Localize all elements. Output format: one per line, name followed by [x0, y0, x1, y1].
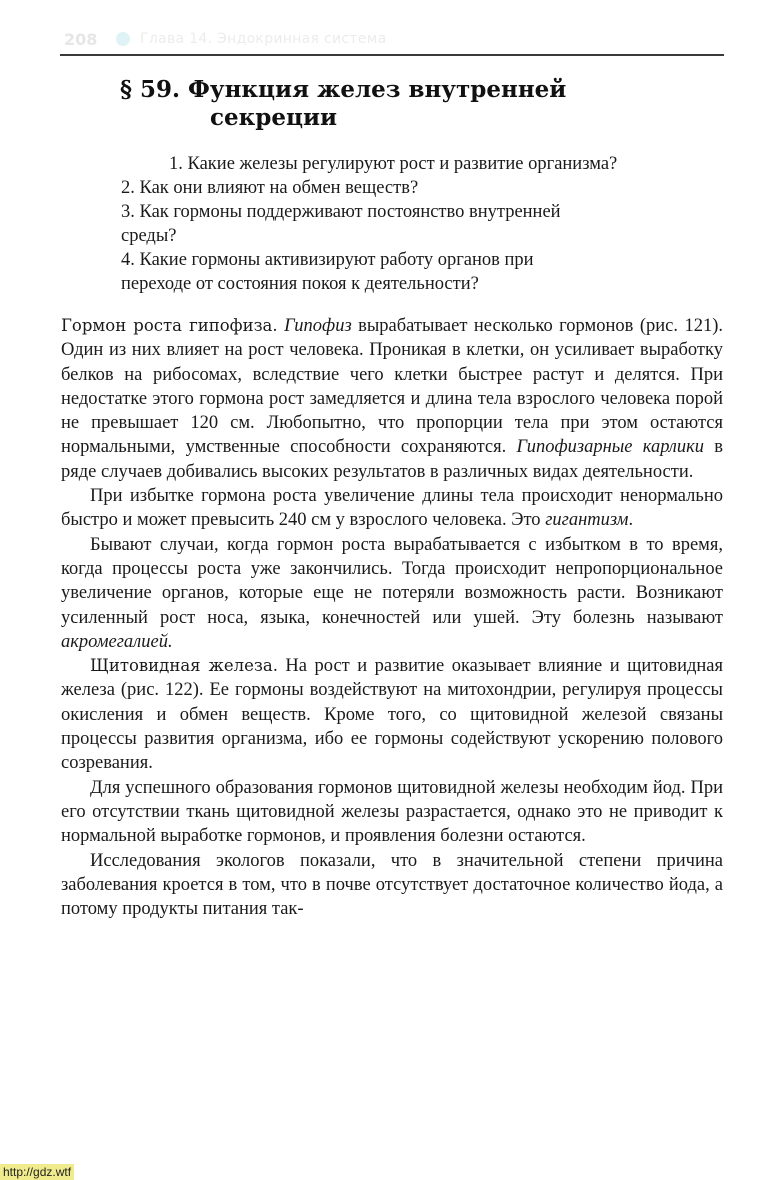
- watermark-link[interactable]: http://gdz.wtf: [0, 1164, 74, 1180]
- paragraph-text: .: [628, 510, 634, 531]
- term-gigantism: гигантизм: [545, 510, 629, 531]
- term-hypophysis: Гипофиз: [284, 316, 352, 336]
- question-2: 2. Как они влияют на обмен веществ?: [121, 178, 419, 198]
- question-3-cont: среды?: [121, 226, 177, 246]
- body-text: [61, 314, 723, 921]
- chapter-bullet-icon: [116, 32, 130, 46]
- paragraph-thyroid: [61, 654, 723, 775]
- paragraph-text: Бывают случаи, когда гормон роста вырабатывается с избытком в то время, когда процессы роста уже закончились. Тогда происходит непропорциональное увеличение органов, которые еще не потеряли возможность расти. Возникают усиленный рост носа, языка, конечностей или ушей. Эту болезнь называют: [61, 534, 723, 628]
- chapter-title: Глава 14. Эндокринная система: [140, 31, 387, 47]
- paragraph-text: вырабатывает несколько гормонов (рис. 121). Один из них влияет на рост человека. Проникая в клетки, он усиливает выработку белков на рибосомах, вследствие чего клетки быстрее растут и делятся. При недостатке этого гормона рост замедляется и длина тела взрослого человека порой не превышает 120 см. Любопытно, что пропорции тела при этом остаются нормальными, умственные способности сохраняются.: [61, 316, 724, 458]
- runin-heading-thyroid: Щитовидная железа.: [90, 656, 278, 676]
- question-4: 4. Какие гормоны активизируют работу органов при: [121, 250, 534, 270]
- runin-heading-growth-hormone: Гормон роста гипофиза.: [61, 316, 278, 335]
- paragraph-text: На рост и развитие оказывает влияние и щитовидная железа (рис. 122). Ее гормоны воздействуют на митохондрии, регулируя процессы окисления и обмен веществ. Кроме того, со щитовидной железой связаны процессы развития организма, ибо ее гормоны содействуют ускорению полового созревания.: [61, 656, 723, 774]
- paragraph-text: в ряде случаев добивались высоких результатов в различных видах деятельности.: [61, 437, 723, 482]
- section-title-line2: секреции: [210, 104, 338, 131]
- paragraph-text: Для успешного образования гормонов щитовидной железы необходим йод. При его отсутствии ткань щитовидной железы разрастается, однако это не приводит к нормальной выработке гормонов, и проявления болезни остаются.: [61, 777, 723, 847]
- section-title-line1: § 59. Функция желез внутренней: [120, 76, 567, 103]
- section-title: [120, 76, 640, 132]
- paragraph-growth-hormone: [61, 314, 723, 484]
- term-pituitary-dwarfs: Гипофизарные карлики: [516, 437, 704, 458]
- question-3: 3. Как гормоны поддерживают постоянство внутренней: [121, 202, 561, 222]
- question-1: 1. Какие железы регулируют рост и развитие организма?: [169, 154, 618, 174]
- page-number: 208: [64, 30, 98, 49]
- paragraph-text: При избытке гормона роста увеличение длины тела происходит ненормально быстро и может превысить 240 см у взрослого человека. Это: [61, 486, 723, 531]
- paragraph-gigantism: [61, 484, 723, 533]
- running-header: [60, 26, 724, 56]
- paragraph-iodine: [61, 776, 723, 849]
- paragraph-ecology: [61, 849, 723, 922]
- term-acromegaly: акромегалией.: [61, 631, 173, 652]
- question-4-cont: переходе от состояния покоя к деятельности?: [121, 274, 479, 294]
- paragraph-acromegaly: [61, 533, 723, 654]
- paragraph-text: Исследования экологов показали, что в значительной степени причина заболевания кроется в том, что в почве отсутствует достаточное количество йода, а потому продукты питания так-: [61, 850, 723, 920]
- review-questions: [121, 152, 721, 296]
